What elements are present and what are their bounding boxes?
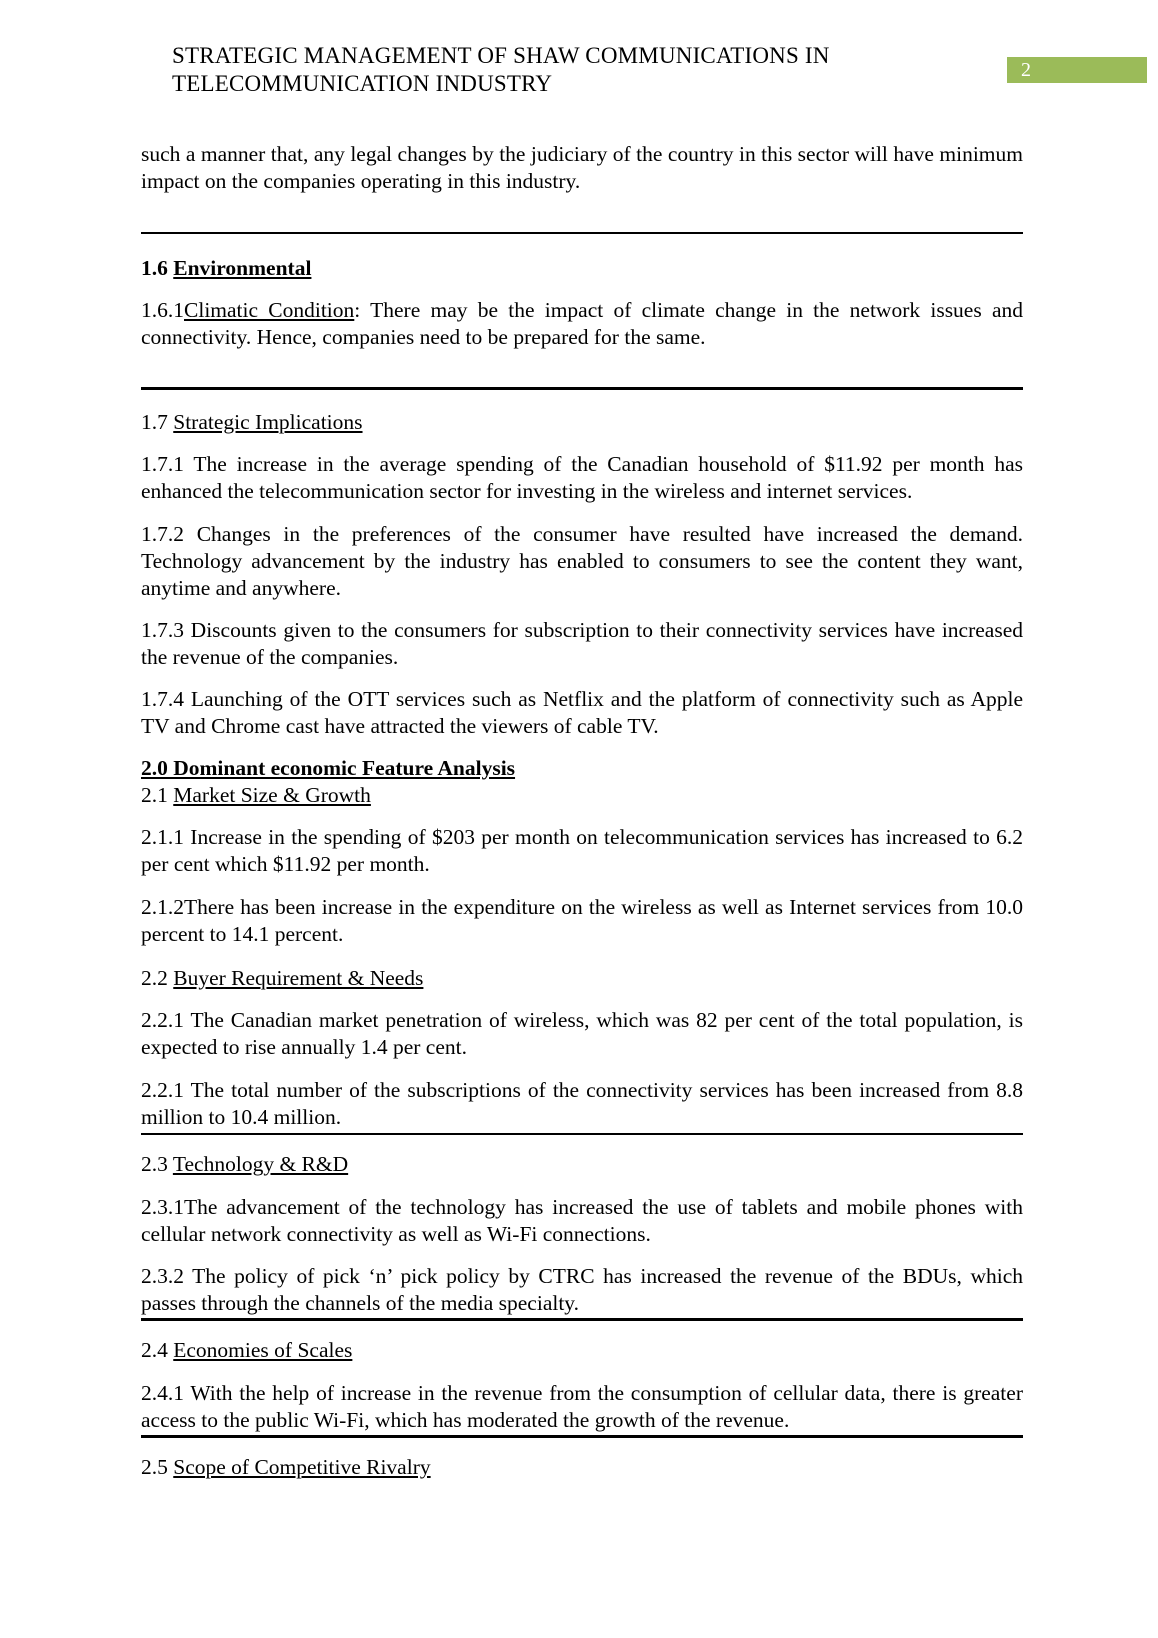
paragraph-1-7-3: 1.7.3 Discounts given to the consumers for subscription to their connectivity services have increased the revenue of the companies. — [141, 618, 1023, 669]
running-header-title: STRATEGIC MANAGEMENT OF SHAW COMMUNICATIONS IN TELECOMMUNICATION INDUSTRY — [172, 43, 830, 96]
section-title: Environmental — [173, 256, 312, 280]
section-heading-2-5 — [141, 1454, 1023, 1481]
paragraph-text: : There may be the impact of climate change in the network issues and connectivity. Hence, companies need to be prepared for the same. — [141, 298, 1023, 349]
section-1-6 — [141, 255, 1023, 282]
section-number: 2.4 — [141, 1338, 174, 1362]
paragraph-block-1-7-4 — [141, 686, 1023, 740]
paragraph-block-2-1-1 — [141, 824, 1023, 878]
paragraph-1-7-1: 1.7.1 The increase in the average spending of the Canadian household of $11.92 per month has enhanced the telecommunication sector for investing in the wireless and internet services. — [141, 452, 1023, 503]
paragraph-1-6-1 — [141, 297, 1023, 351]
paragraph-1-7-4: 1.7.4 Launching of the OTT services such as Netflix and the platform of connectivity such as Apple TV and Chrome cast have attracted the viewers of cable TV. — [141, 687, 1023, 738]
section-heading-1-6 — [141, 255, 1023, 282]
section-heading-2-0: 2.0 Dominant economic Feature Analysis — [141, 756, 516, 780]
section-1-7 — [141, 409, 1023, 436]
section-heading-2-3 — [141, 1151, 1023, 1178]
section-title: Buyer Requirement & Needs — [173, 966, 424, 990]
paragraph-2-3-2: 2.3.2 The policy of pick ‘n’ pick policy by CTRC has increased the revenue of the BDUs, which passes through the channels of the media specialty. — [141, 1264, 1023, 1315]
paragraph-block-2-3-2 — [141, 1263, 1023, 1317]
paragraph-2-2-1: 2.2.1 The Canadian market penetration of wireless, which was 82 per cent of the total population, is expected to rise annually 1.4 per cent. — [141, 1008, 1023, 1059]
paragraph-term: Climatic Condition — [184, 298, 355, 322]
paragraph-block-1-7-2 — [141, 521, 1023, 602]
paragraph-block-1-7-3 — [141, 617, 1023, 671]
section-heading-2-1 — [141, 782, 1023, 809]
paragraph-2-1-2: 2.1.2There has been increase in the expenditure on the wireless as well as Internet services from 10.0 percent to 14.1 percent. — [141, 895, 1023, 946]
section-2-0 — [141, 755, 1023, 809]
page-number-badge: 2 — [1007, 57, 1147, 83]
paragraph-block-2-2-1 — [141, 1007, 1023, 1061]
section-2-2 — [141, 965, 1023, 992]
paragraph-block-1-7-1 — [141, 451, 1023, 505]
paragraph-2-1-1: 2.1.1 Increase in the spending of $203 per month on telecommunication services has increased to 6.2 per cent which $11.92 per month. — [141, 825, 1023, 876]
section-title: Economies of Scales — [173, 1338, 353, 1362]
section-title: Market Size & Growth — [173, 783, 371, 807]
divider-3 — [141, 1133, 1023, 1135]
section-number: 2.3 — [141, 1152, 173, 1176]
paragraph-1-7-2: 1.7.2 Changes in the preferences of the consumer have resulted have increased the demand. Technology advancement by the industry has enabled to consumers to see the content they want, anytime and anywhere. — [141, 522, 1023, 600]
section-title: Technology & R&D — [172, 1152, 349, 1176]
divider-4 — [141, 1318, 1023, 1321]
section-1-6-body — [141, 297, 1023, 351]
paragraph-2-2-2: 2.2.1 The total number of the subscriptions of the connectivity services has been increased from 8.8 million to 10.4 million. — [141, 1078, 1023, 1129]
section-heading-2-4 — [141, 1337, 1023, 1364]
section-title: Strategic Implications — [173, 410, 363, 434]
intro-block — [141, 141, 1023, 195]
section-2-5 — [141, 1454, 1023, 1481]
intro-paragraph: such a manner that, any legal changes by the judiciary of the country in this sector will have minimum impact on the companies operating in this industry. — [141, 142, 1023, 193]
section-2-3 — [141, 1151, 1023, 1178]
section-number: 2.2 — [141, 966, 174, 990]
divider-2 — [141, 387, 1023, 390]
paragraph-block-2-1-2 — [141, 894, 1023, 948]
section-heading-2-2 — [141, 965, 1023, 992]
paragraph-block-2-3-1 — [141, 1194, 1023, 1248]
paragraph-2-4-1: 2.4.1 With the help of increase in the revenue from the consumption of cellular data, there is greater access to the public Wi-Fi, which has moderated the growth of the revenue. — [141, 1381, 1023, 1432]
section-number: 1.7 — [141, 410, 174, 434]
section-title: Scope of Competitive Rivalry — [173, 1455, 431, 1479]
section-number: 1.6 — [141, 256, 174, 280]
paragraph-number: 1.6.1 — [141, 298, 184, 322]
paragraph-block-2-4-1 — [141, 1380, 1023, 1434]
divider-5 — [141, 1435, 1023, 1438]
section-2-4 — [141, 1337, 1023, 1364]
paragraph-2-3-1: 2.3.1The advancement of the technology has increased the use of tablets and mobile phones with cellular network connectivity as well as Wi-Fi connections. — [141, 1195, 1023, 1246]
section-number: 2.5 — [141, 1455, 174, 1479]
paragraph-block-2-2-2 — [141, 1077, 1023, 1131]
divider-1 — [141, 232, 1023, 234]
section-heading-1-7 — [141, 409, 1023, 436]
section-number: 2.1 — [141, 783, 174, 807]
